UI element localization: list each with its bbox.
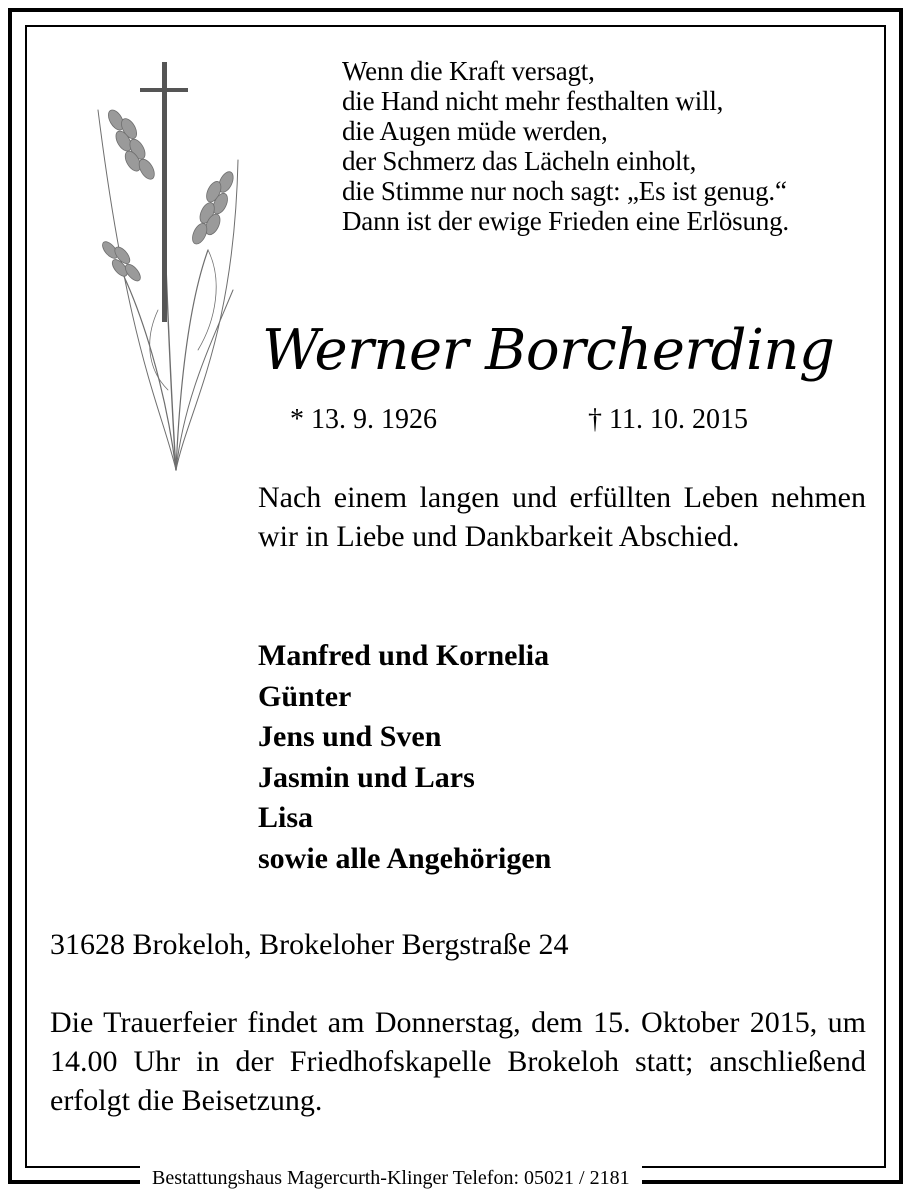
poem-line: Dann ist der ewige Frieden eine Erlösung. (342, 206, 789, 236)
poem-line: der Schmerz das Lächeln einholt, (342, 146, 697, 176)
deceased-name: Werner Borcherding (262, 318, 835, 383)
mourner-name: Lisa (258, 801, 314, 834)
death-date: † 11. 10. 2015 (588, 404, 748, 435)
mourner-name: sowie alle Angehörigen (258, 841, 552, 875)
mourner-name: Jasmin und Lars (258, 760, 475, 794)
mourners-list (258, 636, 551, 879)
cross-with-wheat-icon (58, 50, 258, 480)
mourner-name: Jens und Sven (258, 720, 442, 753)
funeral-home-footer: Bestattungshaus Magercurth-Klinger Telefon: 05021 / 2181 (140, 1166, 642, 1190)
farewell-text: Nach einem langen und erfüllten Leben nehmen wir in Liebe und Dankbarkeit Abschied. (258, 481, 866, 553)
poem-line: die Hand nicht mehr festhalten will, (342, 86, 724, 116)
service-info: Die Trauerfeier findet am Donnerstag, dem 15. Oktober 2015, um 14.00 Uhr in der Friedhofskapelle Brokeloh statt; anschließend erfolgt die Beisetzung. (50, 1006, 866, 1117)
poem-line: Wenn die Kraft versagt, (342, 56, 595, 86)
birth-date: * 13. 9. 1926 (290, 404, 437, 435)
mourner-name: Manfred und Kornelia (258, 639, 550, 672)
address: 31628 Brokeloh, Brokeloher Bergstraße 24 (50, 928, 569, 961)
poem-line: die Augen müde werden, (342, 116, 608, 146)
mourner-name: Günter (258, 679, 352, 713)
poem-line: die Stimme nur noch sagt: „Es ist genug.“ (342, 176, 787, 206)
poem (342, 56, 882, 236)
